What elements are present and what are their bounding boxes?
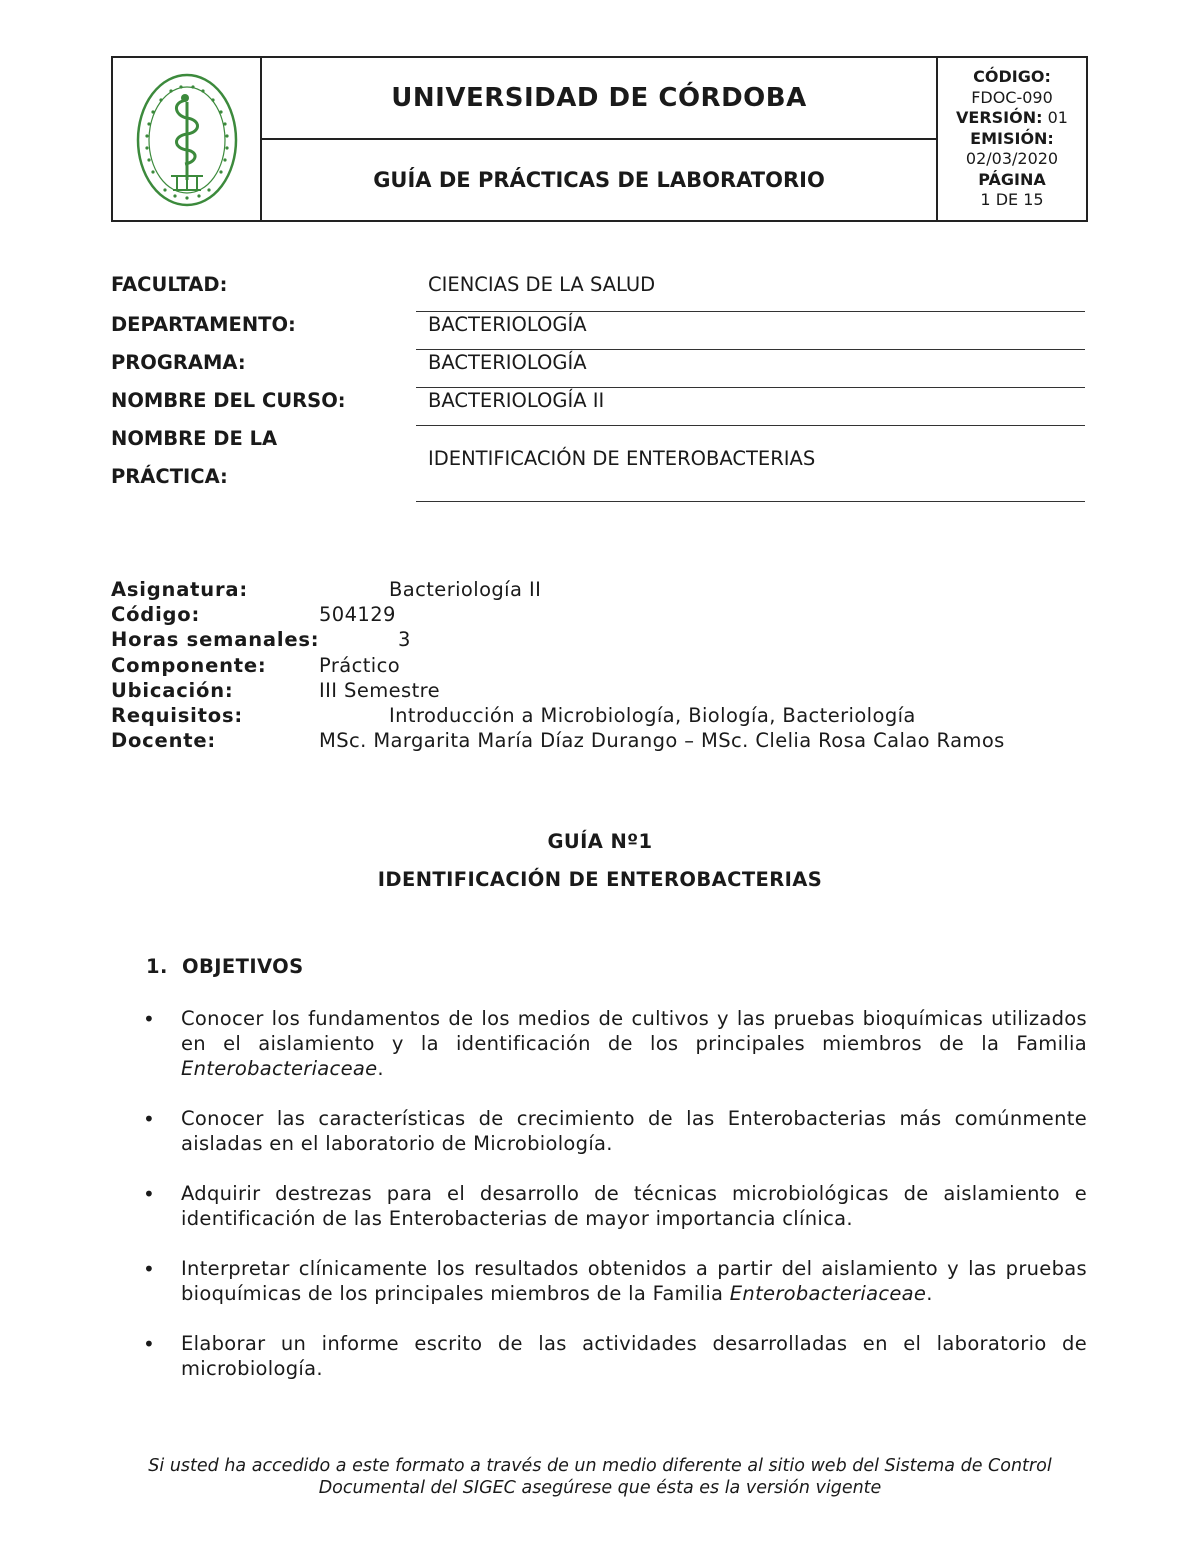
componente-value: Práctico [319,654,401,677]
bullet-icon: • [143,1007,155,1031]
objective-text: Adquirir destrezas para el desarrollo de técnicas microbiológicas de aislamiento e identificación de las Enterobacterias de mayor importancia clínica. [181,1182,1087,1230]
footer-line-2: Documental del SIGEC asegúrese que ésta es la versión vigente [318,1478,882,1498]
asignatura-value: Bacteriología II [389,578,542,601]
guide-title: GUÍA DE PRÁCTICAS DE LABORATORIO [373,168,825,192]
facultad-label: FACULTAD: [111,273,228,296]
section-number: 1. [146,955,168,978]
objective-italic: Enterobacteriaceae [729,1282,927,1305]
field-underline [416,387,1085,388]
objective-text: Interpretar clínicamente los resultados obtenidos a partir del aislamiento y las pruebas bioquímicas de los principales miembros de la Familia [181,1257,1087,1305]
objective-text: Conocer las características de crecimiento de las Enterobacterias más comúnmente aisladas en el laboratorio de Microbiología. [181,1107,1087,1155]
bullet-icon: • [143,1107,155,1131]
university-name: UNIVERSIDAD DE CÓRDOBA [262,58,936,140]
footer-line-1: Si usted ha accedido a este formato a través de un medio diferente al sitio web del Sistema de Control [148,1456,1052,1476]
objective-item [181,1181,1087,1231]
logo-cell [113,58,262,220]
bullet-icon: • [143,1332,155,1356]
section-title: OBJETIVOS [182,955,304,978]
ubicacion-label: Ubicación: [111,679,234,702]
practica-value: IDENTIFICACIÓN DE ENTEROBACTERIAS [428,447,816,470]
docente-label: Docente: [111,729,216,752]
objective-item [181,1256,1087,1306]
bullet-icon: • [143,1182,155,1206]
horas-label: Horas semanales: [111,628,320,651]
pagina-label: PÁGINA [978,169,1046,189]
field-underline [416,425,1085,426]
departamento-value: BACTERIOLOGÍA [428,313,587,336]
objective-item [181,1106,1087,1156]
requisitos-label: Requisitos: [111,704,243,727]
guide-practice-title: IDENTIFICACIÓN DE ENTEROBACTERIAS [377,868,823,891]
departamento-label: DEPARTAMENTO: [111,313,296,336]
requisitos-value: Introducción a Microbiología, Biología, Bacteriología [389,704,916,727]
field-underline [416,349,1085,350]
document-header [111,56,1088,222]
asignatura-label: Asignatura: [111,578,248,601]
objective-italic: Enterobacteriaceae [181,1057,378,1080]
emision-value: 02/03/2020 [965,149,1059,168]
emision-label: EMISIÓN: [970,128,1054,148]
pagina-value: 1 DE 15 [980,190,1044,209]
objective-text: Conocer los fundamentos de los medios de cultivos y las pruebas bioquímicas utilizados en el aislamiento y la identificación de los principales miembros de la Familia [181,1007,1087,1055]
ubicacion-value: III Semestre [319,679,441,702]
document-control-info [936,58,1086,220]
curso-value: BACTERIOLOGÍA II [428,389,605,412]
codigo-curso-label: Código: [111,603,201,626]
version-label: VERSIÓN: [956,108,1043,127]
codigo-label: CÓDIGO: [973,67,1051,86]
bullet-icon: • [143,1257,155,1281]
objective-item [181,1006,1087,1081]
curso-label: NOMBRE DEL CURSO: [111,389,346,412]
facultad-value: CIENCIAS DE LA SALUD [428,273,656,296]
codigo-curso-value: 504129 [319,603,396,626]
field-underline [416,501,1085,502]
docente-value: MSc. Margarita María Díaz Durango – MSc. Clelia Rosa Calao Ramos [319,729,1005,752]
objective-after: . [926,1282,933,1305]
field-underline [416,311,1085,312]
practica-label-line1: NOMBRE DE LA [111,427,278,450]
objective-after: . [377,1057,384,1080]
horas-value: 3 [398,628,411,651]
codigo-value: FDOC-090 [971,87,1053,107]
document-footer [0,1455,1200,1499]
objective-item [181,1331,1087,1381]
version-value: 01 [1047,108,1068,127]
section-heading [146,955,304,978]
objective-text: Elaborar un informe escrito de las actividades desarrolladas en el laboratorio de microbiología. [181,1332,1087,1380]
guide-number: GUÍA Nº1 [547,830,653,853]
programa-value: BACTERIOLOGÍA [428,351,587,374]
programa-label: PROGRAMA: [111,351,246,374]
university-seal-logo [135,72,239,208]
componente-label: Componente: [111,654,267,677]
practica-label-line2: PRÁCTICA: [111,465,228,488]
